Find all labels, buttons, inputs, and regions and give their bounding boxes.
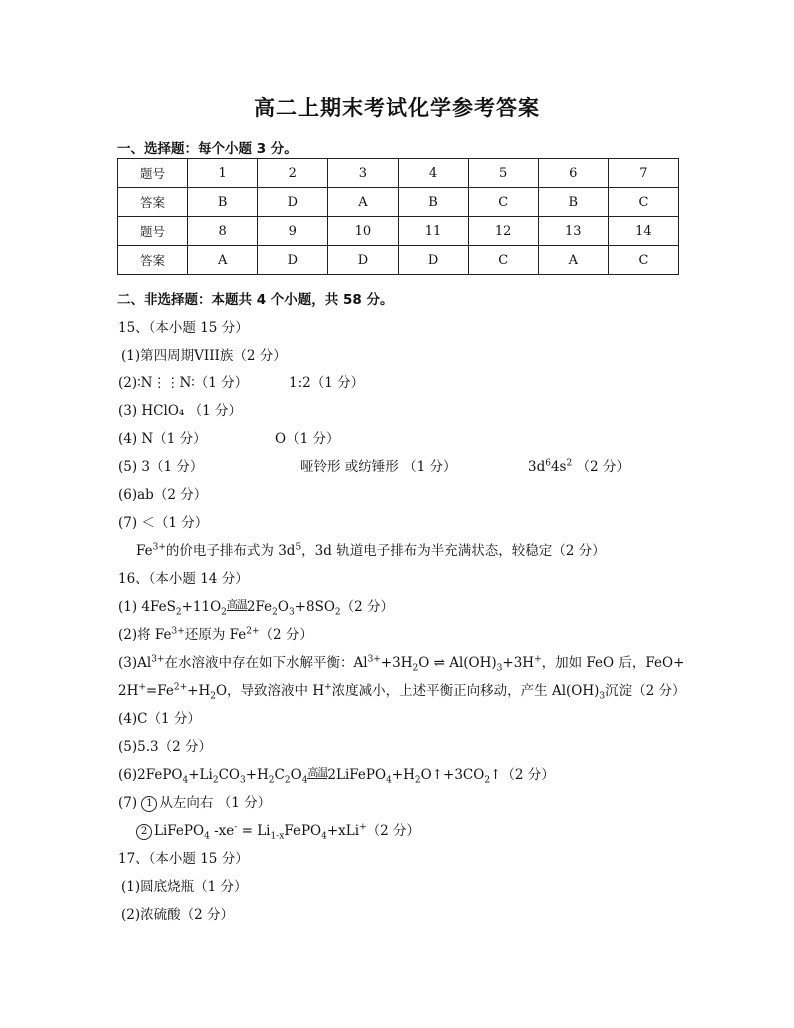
table-cell: 10 bbox=[328, 217, 398, 246]
table-cell: 6 bbox=[538, 159, 608, 188]
q15-line-5c: $3d^64s^2$ （2 分） bbox=[528, 458, 630, 475]
table-cell: 9 bbox=[258, 217, 328, 246]
answer-table-row bbox=[118, 188, 679, 217]
table-cell: 7 bbox=[608, 159, 678, 188]
table-cell: 2 bbox=[258, 159, 328, 188]
table-cell: D bbox=[258, 246, 328, 275]
table-cell: 13 bbox=[538, 217, 608, 246]
q16-header: 16、（本小题 14 分） bbox=[118, 571, 249, 587]
table-cell: 1 bbox=[188, 159, 258, 188]
table-cell: A bbox=[328, 188, 398, 217]
q17-line-2: (2)浓硫酸（2 分） bbox=[121, 907, 235, 923]
q16-line-2: (2)将 $Fe^{3+}$还原为 $Fe^{2+}(2$ 分） bbox=[118, 626, 313, 643]
q17-line-1: (1)圆底烧瓶（1 分） bbox=[121, 879, 248, 895]
q15-line-8: $Fe^{3+}$的价电子排布式为 $3d^5$，3d 轨道电子排布为半充满状态，较稳定（2 分） bbox=[136, 542, 606, 559]
table-cell: 12 bbox=[468, 217, 538, 246]
table-cell: D bbox=[258, 188, 328, 217]
q16-line-6: (5)5.3（2 分） bbox=[118, 739, 212, 755]
circled-number-2: 2 bbox=[136, 824, 152, 840]
answer-table bbox=[117, 158, 679, 275]
table-cell: 5 bbox=[468, 159, 538, 188]
table-cell: 4 bbox=[398, 159, 468, 188]
q16-line-4: $2H^+=Fe^{2+}+H_2O$，导致溶液中 H+浓度减小，上述平衡正向移动，产生 $Al(OH)_3$沉淀（2 分） bbox=[118, 682, 686, 702]
q16-line-7: $(6)2FePO_4+Li_2CO_3+H_2C_2O_4$高温$2LiFePO_4+H_2O↑+3CO_2↑(2$ 分） bbox=[118, 766, 555, 786]
circled-number-1: 1 bbox=[141, 796, 157, 812]
row-header-cell: 题号 bbox=[118, 217, 188, 246]
row-header-cell: 答案 bbox=[118, 246, 188, 275]
answer-table-row bbox=[118, 217, 679, 246]
q16-line-9: 2 LiFePO$_4$ $-xe^- = Li_{1-x}FePO_4+xLi^+(2$ 分） bbox=[136, 819, 420, 840]
q15-line-2a: (2)∶N⋮⋮N∶（1 分） bbox=[118, 375, 249, 391]
page-title: 高二上期末考试化学参考答案 bbox=[254, 96, 540, 120]
q16-line-8: (7) 1 从左向右 （1 分） bbox=[118, 795, 272, 811]
q15-line-7: (7) ＜（1 分） bbox=[118, 515, 209, 531]
table-cell: B bbox=[538, 188, 608, 217]
table-cell: A bbox=[538, 246, 608, 275]
q16-line-1: (1) $4FeS_2+11O_2$高温$2Fe_2O_3+8SO_2(2$ 分） bbox=[118, 598, 395, 618]
q16-line-3: $(3)Al^{3+}$在水溶液中存在如下水解平衡：$Al^{3+}+3H_2O$ ⇌ $Al(OH)_3+3H^+$，加如 FeO 后，FeO+ bbox=[118, 654, 685, 674]
q15-line-4b: O（1 分） bbox=[275, 431, 340, 447]
q15-line-1: (1)第四周期VIII族（2 分） bbox=[121, 348, 287, 364]
q15-line-5b: 哑铃形 或纺锤形 （1 分） bbox=[300, 459, 457, 475]
q15-line-3: (3) HClO₄ （1 分） bbox=[118, 403, 242, 419]
table-cell: 8 bbox=[188, 217, 258, 246]
answer-table-row bbox=[118, 159, 679, 188]
row-header-cell: 答案 bbox=[118, 188, 188, 217]
q17-header: 17、（本小题 15 分） bbox=[118, 851, 249, 867]
table-cell: C bbox=[608, 188, 678, 217]
answer-table-row bbox=[118, 246, 679, 275]
table-cell: A bbox=[188, 246, 258, 275]
q16-line-5: (4)C（1 分） bbox=[118, 711, 201, 727]
q15-line-4a: (4) N（1 分） bbox=[118, 431, 207, 447]
table-cell: 14 bbox=[608, 217, 678, 246]
q15-header: 15、（本小题 15 分） bbox=[118, 320, 249, 336]
q15-line-6: (6)ab（2 分） bbox=[118, 487, 208, 503]
table-cell: D bbox=[398, 246, 468, 275]
table-cell: 11 bbox=[398, 217, 468, 246]
section-1-heading: 一、选择题：每个小题 3 分。 bbox=[117, 141, 298, 157]
q15-line-5a: (5) 3（1 分） bbox=[118, 459, 204, 475]
table-cell: C bbox=[608, 246, 678, 275]
q15-line-2b: 1:2（1 分） bbox=[289, 375, 365, 391]
table-cell: C bbox=[468, 246, 538, 275]
table-cell: B bbox=[188, 188, 258, 217]
table-cell: C bbox=[468, 188, 538, 217]
table-cell: B bbox=[398, 188, 468, 217]
row-header-cell: 题号 bbox=[118, 159, 188, 188]
section-2-heading: 二、非选择题：本题共 4 个小题，共 58 分。 bbox=[117, 292, 394, 308]
table-cell: 3 bbox=[328, 159, 398, 188]
table-cell: D bbox=[328, 246, 398, 275]
